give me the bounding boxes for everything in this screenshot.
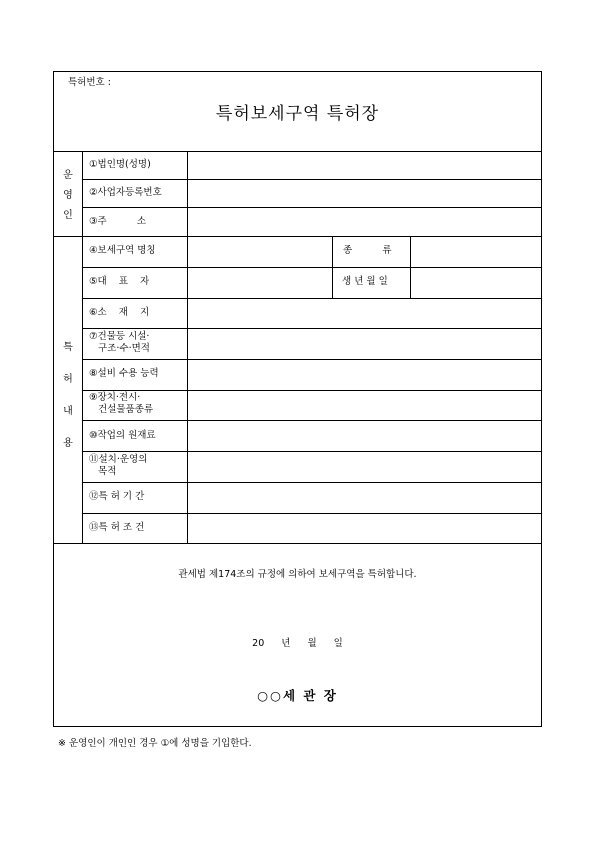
bonded-area-name-label: ④보세구역 명칭: [89, 245, 156, 256]
permit-number-label: 특허번호 :: [68, 77, 111, 88]
goods-type-field[interactable]: [188, 391, 541, 420]
corporate-name-field[interactable]: [188, 152, 541, 179]
raw-materials-field[interactable]: [188, 421, 541, 451]
operator-group-char: 영: [63, 190, 73, 201]
representative-label: ⑤대 표 자: [89, 276, 150, 287]
operator-group-char: 인: [63, 210, 73, 221]
permit-statement: 관세법 제174조의 규정에 의하여 보세구역을 특허합니다.: [178, 569, 417, 580]
capacity-field[interactable]: [188, 360, 541, 390]
column-divider: [332, 236, 333, 298]
facilities-label: ⑦건물등 시설· 구조·수·면적: [89, 331, 150, 354]
bonded-area-name-field[interactable]: [188, 237, 332, 267]
business-registration-label: ②사업자등록번호: [89, 187, 162, 198]
address-label: ③주 소: [89, 216, 147, 227]
birth-date-field[interactable]: [411, 268, 541, 298]
content-group-char: 내: [63, 406, 73, 417]
permit-period-field[interactable]: [188, 483, 541, 513]
form-title: 특허보세구역 특허장: [215, 104, 380, 124]
purpose-label: ⑪설치·운영의 목적: [89, 454, 148, 477]
column-divider: [82, 151, 83, 543]
content-group-char: 용: [63, 438, 73, 449]
customs-chief-signature: ○○세 관 장: [257, 688, 338, 703]
location-label: ⑥소 재 지: [89, 307, 150, 318]
capacity-label: ⑧설비 수용 능력: [89, 368, 159, 379]
permit-conditions-field[interactable]: [188, 514, 541, 543]
permit-form: [53, 71, 542, 727]
permit-period-label: ⑫특 허 기 간: [89, 491, 145, 502]
type-label: 종 류: [343, 245, 392, 256]
birth-date-label: 생 년 월 일: [342, 276, 388, 287]
issue-date-line: 20 년 월 일: [252, 638, 343, 649]
footnote: ※ 운영인이 개인인 경우 ①에 성명을 기입한다.: [58, 738, 252, 749]
corporate-name-label: ①법인명(성명): [89, 159, 151, 170]
content-group-char: 특: [63, 342, 73, 353]
type-field[interactable]: [411, 237, 541, 267]
goods-type-label: ⑨장치·전시· 건설물품종류: [89, 392, 154, 415]
raw-materials-label: ⑩작업의 원재료: [89, 430, 156, 441]
operator-group-char: 운: [63, 170, 73, 181]
facilities-field[interactable]: [188, 329, 541, 359]
content-group-char: 허: [63, 374, 73, 385]
representative-field[interactable]: [188, 268, 332, 298]
location-field[interactable]: [188, 299, 541, 328]
address-field[interactable]: [188, 208, 541, 236]
business-registration-field[interactable]: [188, 180, 541, 207]
permit-conditions-label: ⑬특 허 조 건: [89, 522, 145, 533]
purpose-field[interactable]: [188, 452, 541, 482]
divider: [54, 543, 541, 544]
